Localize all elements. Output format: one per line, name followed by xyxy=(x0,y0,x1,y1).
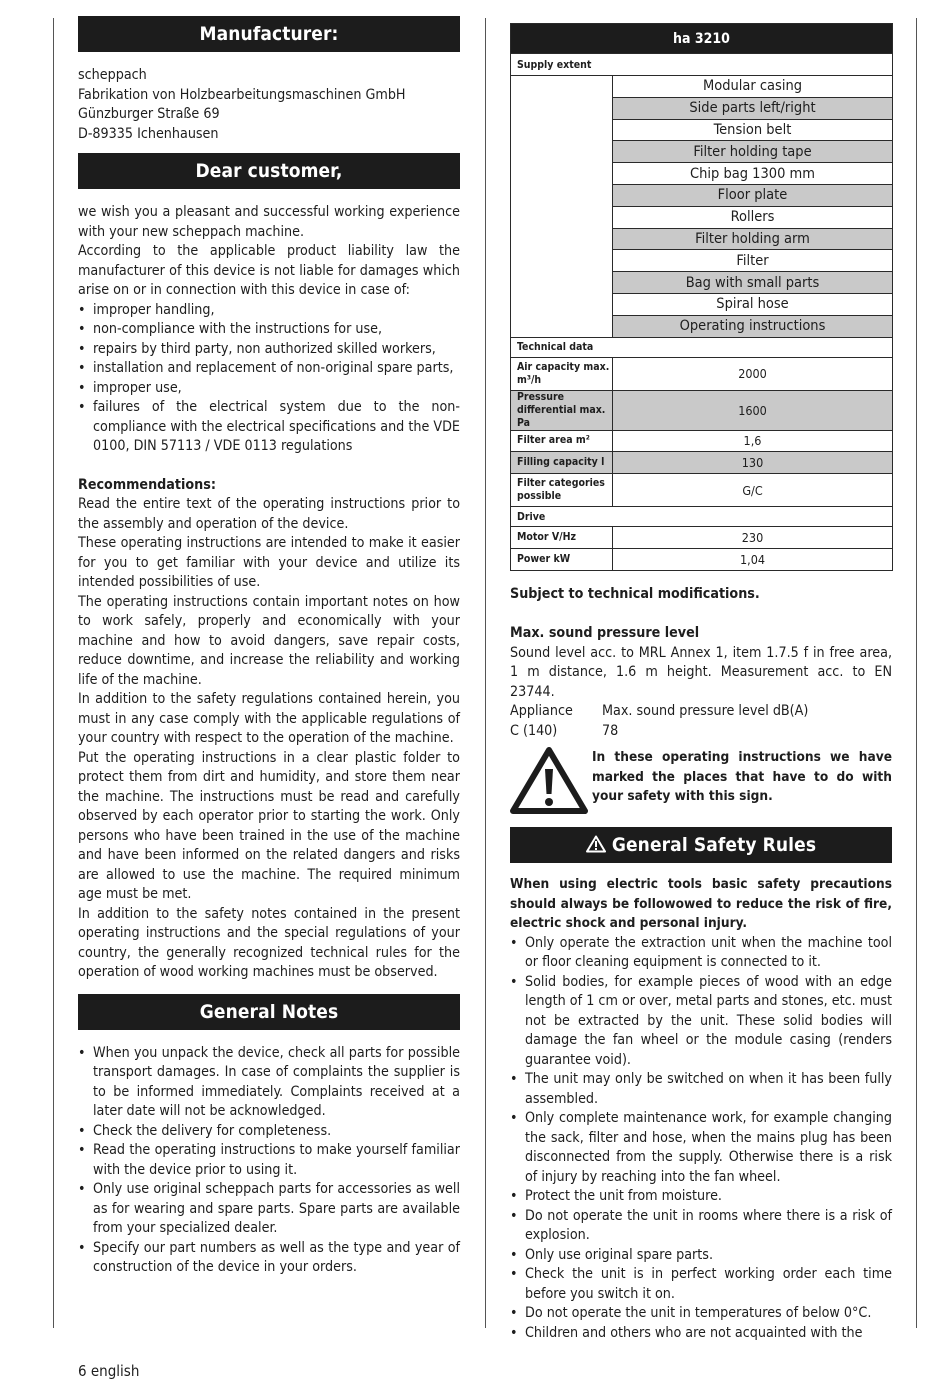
paragraph: The operating instructions contain important notes on how to work safely, properly and economically with your machine and how to avoid dangers, save repair costs, reduce downtime, and increase the reliability and working life of the machine. xyxy=(78,593,460,688)
safety-heading xyxy=(510,827,892,863)
page-footer: 6 english xyxy=(78,1362,140,1380)
safety-heading-text: General Safety Rules xyxy=(611,834,817,857)
supply-item: Chip bag 1300 mm xyxy=(613,163,893,185)
dear-customer-body xyxy=(78,203,460,457)
technical-data-label: Technical data xyxy=(511,337,893,357)
spec-label: Motor V/Hz xyxy=(511,527,613,549)
list-item: • Protect the unit from moisture. xyxy=(510,1187,892,1207)
spec-table xyxy=(510,23,893,571)
list-item: • Only use original spare parts. xyxy=(510,1246,892,1266)
left-margin-rule xyxy=(53,18,54,1328)
center-column-rule xyxy=(485,18,486,1328)
spec-value: G/C xyxy=(613,474,893,507)
paragraph: In addition to the safety regulations contained herein, you must in any case comply with the applicable regulations of your country with respect to the operation of the machine. xyxy=(78,691,460,746)
paragraph: These operating instructions are intended to make it easier for you to get familiar with your device and utilize its intended possibilities of use. xyxy=(78,535,460,590)
supply-item: Spiral hose xyxy=(613,293,893,315)
intro-paragraph: we wish you a pleasant and successful working experience with your new scheppach machine. xyxy=(78,204,460,240)
list-item: • When you unpack the device, check all parts for possible transport damages. In case of complaints the supplier is to be informed immediately. Complaints received at a later date will not be acknowledged. xyxy=(78,1044,460,1122)
address-line: Fabrikation von Holzbearbeitungsmaschinen GmbH xyxy=(78,86,406,103)
paragraph: Put the operating instructions in a clear plastic folder to protect them from dirt and humidity, and store them near the machine. The instructions must be read and carefully observed by each operator prior to starting the work. Only persons who have been trained in the use of the machine and have been informed on the related dangers and risks are allowed to use the machine. The required minimum age must be met. xyxy=(78,749,460,902)
general-notes-list xyxy=(78,1044,460,1278)
list-item: • Specify our part numbers as well as the type and year of construction of the device in your orders. xyxy=(78,1239,460,1278)
warning-text: In these operating instructions we have marked the places that have to do with your safety with this sign. xyxy=(592,749,892,805)
supply-item: Tension belt xyxy=(613,119,893,141)
supply-extent-label: Supply extent xyxy=(511,54,893,76)
list-item: • Only use original scheppach parts for accessories as well as for wearing and spare parts. Spare parts are available from your specialized dealer. xyxy=(78,1180,460,1239)
sound-header-row xyxy=(510,702,892,722)
manufacturer-address xyxy=(78,66,460,144)
address-line: D-89335 Ichenhausen xyxy=(78,125,219,142)
address-line: Günzburger Straße 69 xyxy=(78,106,220,122)
warning-small-icon xyxy=(586,829,606,865)
spec-label: Filling capacity l xyxy=(511,452,613,474)
spec-label: Filter area m² xyxy=(511,430,613,452)
sound-heading: Max. sound pressure level xyxy=(510,625,700,642)
list-item: • improper handling, xyxy=(78,301,460,321)
spec-value: 230 xyxy=(613,527,893,549)
supply-item: Filter xyxy=(613,250,893,272)
list-item: • Do not operate the unit in rooms where there is a risk of explosion. xyxy=(510,1207,892,1246)
appliance-value: C (140) xyxy=(510,722,558,739)
dear-customer-heading: Dear customer, xyxy=(78,153,460,189)
sound-text: Sound level acc. to MRL Annex 1, item 1.7.5 f in free area, 1 m distance, 1.6 m height. Measurement acc. to EN 23744. xyxy=(510,644,892,700)
level-value: 78 xyxy=(602,722,619,739)
spec-value: 130 xyxy=(613,452,893,474)
recommendations-heading: Recommendations: xyxy=(78,476,216,493)
list-item: • failures of the electrical system due to the non-compliance with the electrical specifications and the VDE 0100, DIN 57113 / VDE 0113 regulations xyxy=(78,398,460,457)
list-item: • Check the delivery for completeness. xyxy=(78,1122,460,1142)
spec-label: Filter categories possible xyxy=(511,474,613,507)
list-item: • Read the operating instructions to make yourself familiar with the device prior to using it. xyxy=(78,1141,460,1180)
left-column xyxy=(78,16,460,1278)
list-item: • non-compliance with the instructions for use, xyxy=(78,320,460,340)
paragraph: In addition to the safety notes contained in the present operating instructions and the special regulations of your country, the generally recognized technical rules for the operation of wood working machines must be observed. xyxy=(78,905,460,980)
sound-value-row xyxy=(510,722,892,742)
supply-item: Modular casing xyxy=(613,76,893,98)
list-item: • Check the unit is in perfect working order each time before you switch it on. xyxy=(510,1265,892,1304)
warning-triangle-icon xyxy=(510,747,588,815)
supply-item: Operating instructions xyxy=(613,315,893,337)
spec-label: Pressure differential max. Pa xyxy=(511,390,613,430)
list-item: • The unit may only be switched on when it has been fully assembled. xyxy=(510,1070,892,1109)
spec-value: 1600 xyxy=(613,390,893,430)
supply-item: Side parts left/right xyxy=(613,97,893,119)
spec-value: 2000 xyxy=(613,357,893,390)
list-item: • Do not operate the unit in temperatures of below 0°C. xyxy=(510,1304,892,1324)
subject-note: Subject to technical modifications. xyxy=(510,585,760,602)
manufacturer-heading: Manufacturer: xyxy=(78,16,460,52)
supply-item: Filter holding tape xyxy=(613,141,893,163)
sound-section xyxy=(510,624,892,741)
spec-label: Air capacity max. m³/h xyxy=(511,357,613,390)
list-item: • Solid bodies, for example pieces of wood with an edge length of 1 cm or over, metal parts and stones, etc. must not be extracted by the unit. These solid bodies will damage the fan wheel or the module casing (renders guarantee void). xyxy=(510,973,892,1071)
drive-label: Drive xyxy=(511,507,893,527)
liability-list xyxy=(78,301,460,457)
list-item: • improper use, xyxy=(78,379,460,399)
model-header: ha 3210 xyxy=(511,24,893,54)
spec-value: 1,04 xyxy=(613,548,893,570)
list-item: • Only operate the extraction unit when the machine tool or floor cleaning equipment is connected to it. xyxy=(510,934,892,973)
right-margin-rule xyxy=(916,18,917,1328)
supply-item: Floor plate xyxy=(613,184,893,206)
paragraph: Read the entire text of the operating instructions prior to the assembly and operation of the device. xyxy=(78,496,460,532)
safety-body xyxy=(510,875,892,1343)
safety-list xyxy=(510,934,892,1344)
spec-value: 1,6 xyxy=(613,430,893,452)
right-column xyxy=(510,23,892,1343)
list-item: • Only complete maintenance work, for example changing the sack, filter and hose, when the mains plug has been disconnected from the supply. Otherwise there is a risk of injury by reaching into the fan wheel. xyxy=(510,1109,892,1187)
supply-item: Filter holding arm xyxy=(613,228,893,250)
warning-note xyxy=(510,747,892,815)
level-header: Max. sound pressure level dB(A) xyxy=(602,703,809,720)
liability-paragraph: According to the applicable product liability law the manufacturer of this device is not liable for damages which arise on or in connection with this device in case of: xyxy=(78,243,460,298)
supply-item: Bag with small parts xyxy=(613,272,893,294)
list-item: • repairs by third party, non authorized skilled workers, xyxy=(78,340,460,360)
supply-item: Rollers xyxy=(613,206,893,228)
list-item: • Children and others who are not acquainted with the xyxy=(510,1324,892,1344)
general-notes-heading: General Notes xyxy=(78,994,460,1030)
list-item: • installation and replacement of non-original spare parts, xyxy=(78,359,460,379)
appliance-header: Appliance xyxy=(510,703,573,720)
supply-blank-cell xyxy=(511,76,613,338)
recommendations-section xyxy=(78,476,460,983)
address-line: scheppach xyxy=(78,67,147,83)
spec-label: Power kW xyxy=(511,548,613,570)
safety-intro: When using electric tools basic safety precautions should always be followowed to reduce the risk of fire, electric shock and personal injury. xyxy=(510,876,892,932)
